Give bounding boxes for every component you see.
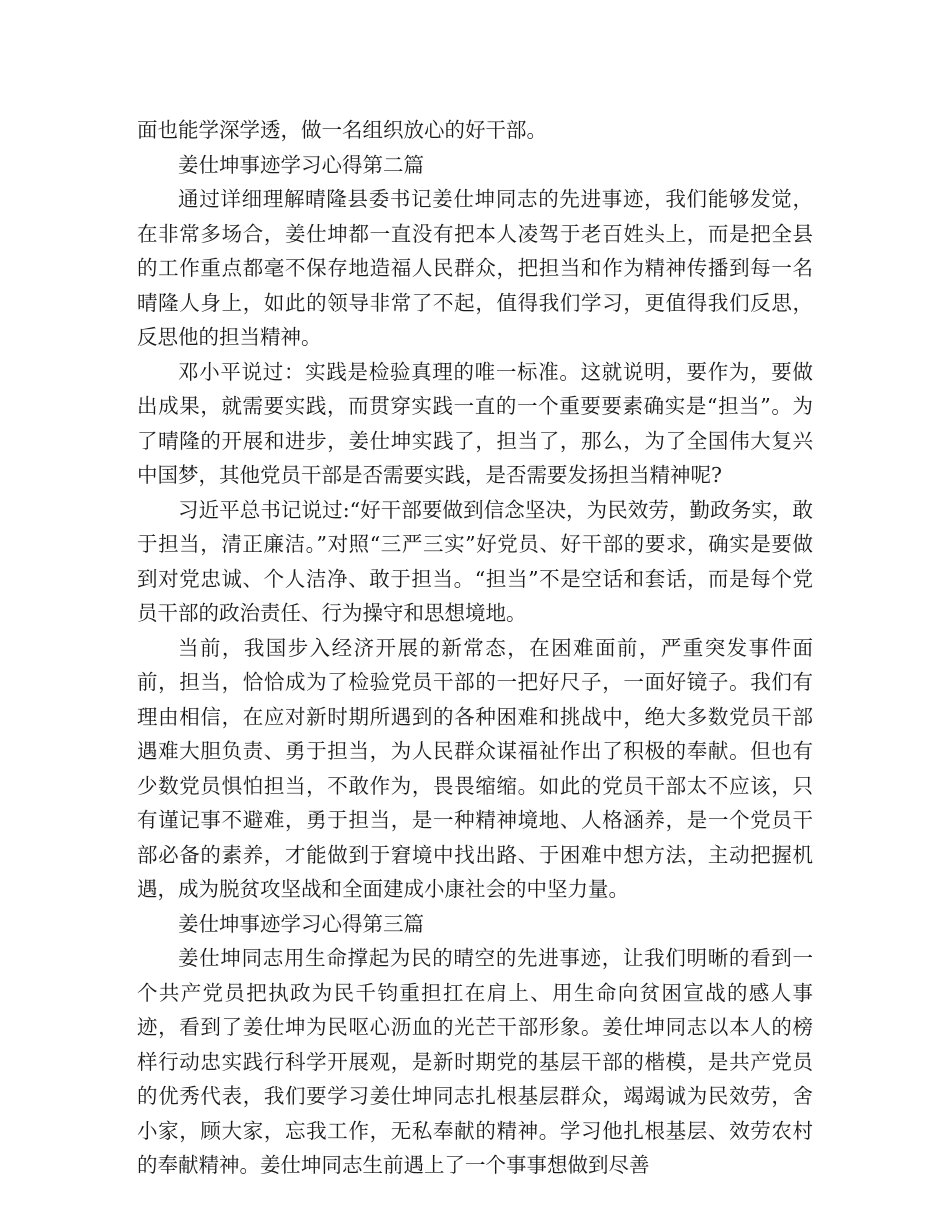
body-paragraph: 姜仕坤同志用生命撑起为民的晴空的先进事迹，让我们明晰的看到一个共产党员把执政为民千钧重担扛在肩上、用生命向贫困宣战的感人事迹，看到了姜仕坤为民呕心沥血的光芒干部形象。姜仕坤同志以本人的榜样行动忠实践行科学开展观，是新时期党的基层干部的楷模，是共产党员的优秀代表，我们要学习姜仕坤同志扎根基层群众，竭竭诚为民效劳，舍小家，顾大家，忘我工作，无私奉献的精神。学习他扎根基层、效劳农村的奉献精神。姜仕坤同志生前遇上了一个事事想做到尽善 bbox=[137, 946, 813, 1177]
paragraph-continuation: 面也能学深学透，做一名组织放心的好干部。 bbox=[137, 118, 547, 142]
body-paragraph: 通过详细理解晴隆县委书记姜仕坤同志的先进事迹，我们能够发觉，在非常多场合，姜仕坤都一直没有把本人凌驾于老百姓头上，而是把全县的工作重点都毫不保存地造福人民群众，把担当和作为精神传播到每一名晴隆人身上，如此的领导非常了不起，值得我们学习，更值得我们反思，反思他的担当精神。 bbox=[137, 187, 813, 349]
body-paragraph: 邓小平说过：实践是检验真理的唯一标准。这就说明，要作为，要做出成果，就需要实践，而贯穿实践一直的一个重要要素确实是“担当”。为了晴隆的开展和进步，姜仕坤实践了，担当了，那么，为了全国伟大复兴中国梦，其他党员干部是否需要实践，是否需要发扬担当精神呢? bbox=[137, 359, 813, 487]
document-page bbox=[137, 113, 813, 1183]
body-paragraph: 习近平总书记说过:“好干部要做到信念坚决，为民效劳，勤政务实，敢于担当，清正廉洁。”对照“三严三实”好党员、好干部的要求，确实是要做到对党忠诚、个人洁净、敢于担当。“担当”不是空话和套话，而是每个党员干部的政治责任、行为操守和思想境地。 bbox=[137, 497, 813, 625]
body-paragraph: 当前，我国步入经济开展的新常态，在困难面前，严重突发事件面前，担当，恰恰成为了检验党员干部的一把好尺子，一面好镜子。我们有理由相信，在应对新时期所遇到的各种困难和挑战中，绝大多数党员干部遇难大胆负责、勇于担当，为人民群众谋福祉作出了积极的奉献。但也有少数党员惧怕担当，不敢作为，畏畏缩缩。如此的党员干部太不应该，只有谨记事不避难，勇于担当，是一种精神境地、人格涵养，是一个党员干部必备的素养，才能做到于窘境中找出路、于困难中想方法，主动把握机遇，成为脱贫攻坚战和全面建成小康社会的中坚力量。 bbox=[137, 635, 813, 901]
section-heading-second: 姜仕坤事迹学习心得第二篇 bbox=[178, 152, 424, 177]
section-heading-third: 姜仕坤事迹学习心得第三篇 bbox=[178, 911, 424, 936]
